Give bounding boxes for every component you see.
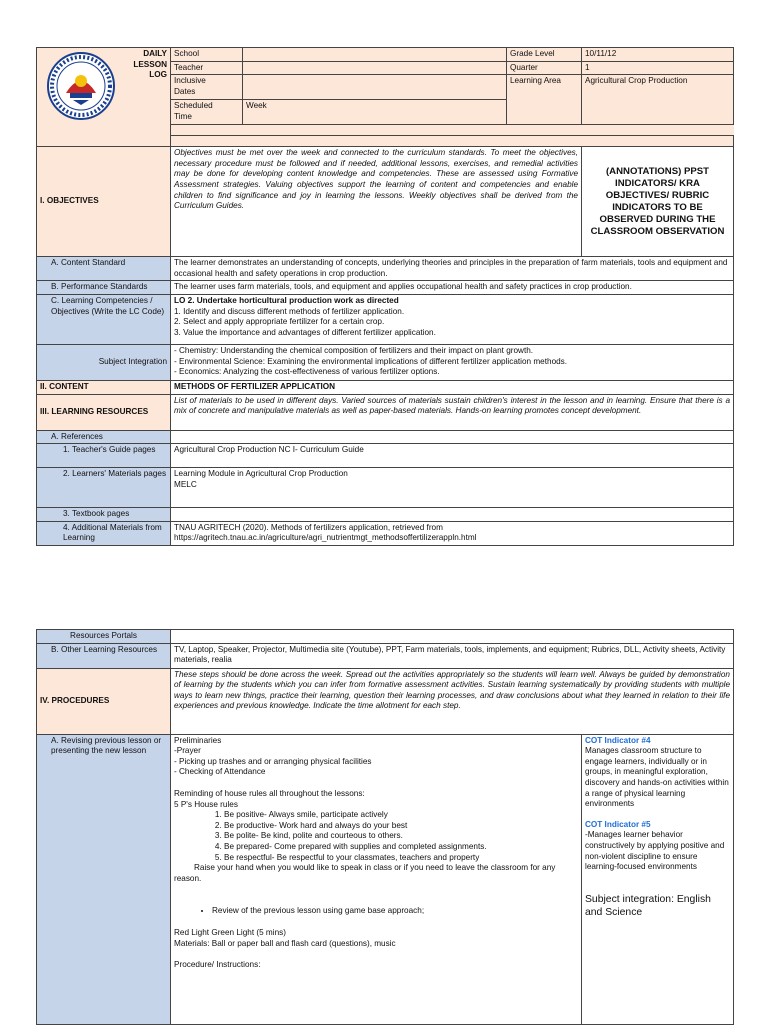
learners-materials-label: 2. Learners' Materials pages — [37, 468, 171, 508]
objectives-intro: Objectives must be met over the week and connected to the curriculum standards. To meet the objectives, necessary procedure must be followed and if needed, additional lessons, exercises, and remedial activities may be done for developing content knowledge and competencies. These are assessed using Formative Assessment strategies. Valuing objectives support the learning of content and competencies and enable children to find significance and joy in learning the lessons. Weekly objectives shall be derived from the Curriculum Guides. — [171, 147, 582, 257]
references-value — [171, 430, 734, 444]
teacher-value — [243, 61, 507, 75]
cot-indicator-4-title: COT Indicator #4 — [585, 735, 651, 745]
resources-portals-value — [171, 630, 734, 644]
game-title: Red Light Green Light (5 mins) — [174, 927, 286, 937]
dates-label-line1: Inclusive — [174, 76, 206, 86]
blank-line — [174, 917, 578, 928]
lesson-log-table-top — [36, 47, 734, 546]
scheduled-time-label — [171, 100, 243, 125]
dates-label-line2: Dates — [174, 86, 196, 96]
blank-line — [174, 884, 578, 906]
other-resources-label: B. Other Learning Resources — [37, 643, 171, 668]
objectives-label: I. OBJECTIVES — [37, 147, 171, 257]
header-title-daily: DAILY — [143, 49, 167, 58]
house-rule-item: 2. Be productive- Work hard and always do your best — [224, 821, 578, 832]
textbook-pages-label: 3. Textbook pages — [37, 508, 171, 522]
revising-lesson-content — [171, 734, 582, 1024]
house-rule-item: 5. Be respectful- Be respectful to your classmates, teachers and property — [224, 853, 578, 864]
learning-resources-intro: List of materials to be used in different days. Varied sources of materials sustain children's interest in the lesson and in learning. Ensure that there is a mix of concrete and manipulative materials as well as paper-based materials. Hands-on learning promotes concept development. — [171, 394, 734, 430]
blank-line — [585, 873, 730, 893]
cot-indicator-5-text: -Manages learner behavior constructively by applying positive and non-violent discipline to ensure learning-focused environments — [585, 830, 725, 872]
prelim-line: - Picking up trashes and or arranging physical facilities — [174, 756, 372, 766]
header-title-log: LOG — [149, 70, 167, 80]
subject-integration-note: Subject integration: English and Science — [585, 893, 711, 918]
resources-portals-label: Resources Portals — [37, 630, 171, 644]
revising-lesson-label: A. Revising previous lesson or presenting the new lesson — [37, 734, 171, 1024]
content-value: METHODS OF FERTILIZER APPLICATION — [171, 380, 734, 394]
cot-indicator-4-text: Manages classroom structure to engage learners, individually or in groups, in meaningful exploration, discovery and hands-on activities within a range of physical learning environments — [585, 746, 729, 809]
house-rules-title: 5 P's House rules — [174, 799, 238, 809]
additional-line: TNAU AGRITECH (2020). Methods of fertilizers application, retrieved from — [174, 522, 443, 532]
lm-line: Learning Module in Agricultural Crop Production — [174, 469, 348, 479]
teacher-label: Teacher — [171, 61, 243, 75]
lo-title: LO 2. Undertake horticultural production work as directed — [174, 295, 399, 305]
learning-competencies-label: C. Learning Competencies / Objectives (Write the LC Code) — [37, 294, 171, 344]
references-label: A. References — [37, 430, 171, 444]
cot-annotations — [582, 734, 734, 1024]
inclusive-dates-value — [243, 75, 507, 100]
learning-area-label: Learning Area — [507, 75, 582, 125]
deped-seal-logo — [46, 51, 116, 121]
week-label: Week — [243, 100, 507, 125]
time-label-line1: Scheduled — [174, 101, 213, 111]
lo-item: 1. Identify and discuss different methods of fertilizer application. — [174, 306, 405, 316]
subject-integration-value — [171, 344, 734, 380]
school-label: School — [171, 48, 243, 62]
annotations-header: (ANNOTATIONS) PPST INDICATORS/ KRA OBJECTIVES/ RUBRIC INDICATORS TO BE OBSERVED DURING THE CLASSROOM OBSERVATION — [582, 147, 734, 257]
prelim-line: -Prayer — [174, 746, 201, 756]
lesson-log-table-bottom — [36, 629, 734, 1025]
cot-indicator-5-title: COT Indicator #5 — [585, 819, 651, 829]
raise-hand-rule: Raise your hand when you would like to speak in class or if you need to leave the classroom for any reason. — [174, 863, 556, 883]
performance-standards-label: B. Performance Standards — [37, 281, 171, 295]
content-label: II. CONTENT — [37, 380, 171, 394]
other-resources-value: TV, Laptop, Speaker, Projector, Multimedia site (Youtube), PPT, Farm materials, tools, implements, and equipment; Rubrics, DLL, Activity sheets, Activity materials, realia — [171, 643, 734, 668]
school-value — [243, 48, 507, 62]
time-label-line2: Time — [174, 111, 192, 121]
content-standard-value: The learner demonstrates an understanding of concepts, underlying theories and principles in the preparation of farm materials, tools and equipment and occasional health and safety operations in crop production. — [171, 257, 734, 281]
lo-item: 2. Select and apply appropriate fertilizer for a certain crop. — [174, 317, 385, 327]
performance-standards-value: The learner uses farm materials, tools, and equipment and applies occupational health and safety practices in crop production. — [171, 281, 734, 295]
review-item: • Review of the previous lesson using game base approach; — [212, 906, 578, 917]
house-rules-intro: Reminding of house rules all throughout the lessons: — [174, 788, 365, 798]
house-rule-item: 1. Be positive- Always smile, participate actively — [224, 810, 578, 821]
blank-line — [174, 949, 578, 960]
quarter-value: 1 — [582, 61, 734, 75]
teachers-guide-value: Agricultural Crop Production NC I- Curriculum Guide — [171, 444, 734, 468]
procedures-label: IV. PROCEDURES — [37, 668, 171, 734]
learning-competencies-value — [171, 294, 734, 344]
prelim-line: Preliminaries — [174, 735, 222, 745]
learning-resources-label: III. LEARNING RESOURCES — [37, 394, 171, 430]
review-list — [174, 906, 578, 917]
house-rule-item: 4. Be prepared- Come prepared with supplies and completed assignments. — [224, 842, 578, 853]
spacer-row — [171, 136, 734, 147]
lm-line: MELC — [174, 479, 197, 489]
additional-materials-label: 4. Additional Materials from Learning — [37, 521, 171, 545]
quarter-label: Quarter — [507, 61, 582, 75]
additional-url: https://agritech.tnau.ac.in/agriculture/agri_nutrientmgt_methodsoffertilizerappln.html — [174, 533, 477, 543]
game-materials: Materials: Ball or paper ball and flash card (questions), music — [174, 938, 396, 948]
prelim-line: - Checking of Attendance — [174, 767, 266, 777]
subject-integration-label: Subject Integration — [37, 344, 171, 380]
blank-line — [174, 778, 578, 789]
inclusive-dates-label — [171, 75, 243, 100]
lo-item: 3. Value the importance and advantages of different fertilizer application. — [174, 327, 436, 337]
learning-area-value: Agricultural Crop Production — [582, 75, 734, 125]
grade-level-value: 10/11/12 — [582, 48, 734, 62]
content-standard-label: A. Content Standard — [37, 257, 171, 281]
house-rule-item: 3. Be polite- Be kind, polite and courteous to others. — [224, 831, 578, 842]
grade-level-label: Grade Level — [507, 48, 582, 62]
procedure-instructions-label: Procedure/ Instructions: — [174, 960, 261, 970]
textbook-pages-value — [171, 508, 734, 522]
learners-materials-value — [171, 468, 734, 508]
additional-materials-value — [171, 521, 734, 545]
integration-item: - Environmental Science: Examining the environmental implications of different fertilizer application methods. — [174, 356, 568, 366]
integration-item: - Chemistry: Understanding the chemical composition of fertilizers and their impact on plant growth. — [174, 345, 534, 355]
procedures-intro: These steps should be done across the week. Spread out the activities appropriately so the students will learn well. Always be guided by demonstration of learning by the students which you can infer from formative assessment activities. Sustain learning systematically by providing students with multiple ways to learn new things, practice their learning, question their learning processes, and draw conclusions about what they learned in relation to their life experiences and previous knowledge. Indicate the time allotment for each step. — [171, 668, 734, 734]
house-rules-list — [174, 810, 578, 863]
header-title-lesson: LESSON — [133, 59, 167, 69]
teachers-guide-label: 1. Teacher's Guide pages — [37, 444, 171, 468]
blank-line — [585, 810, 730, 820]
spacer-row — [171, 125, 734, 136]
integration-item: - Economics: Analyzing the cost-effectiveness of various fertilizer options. — [174, 367, 440, 377]
